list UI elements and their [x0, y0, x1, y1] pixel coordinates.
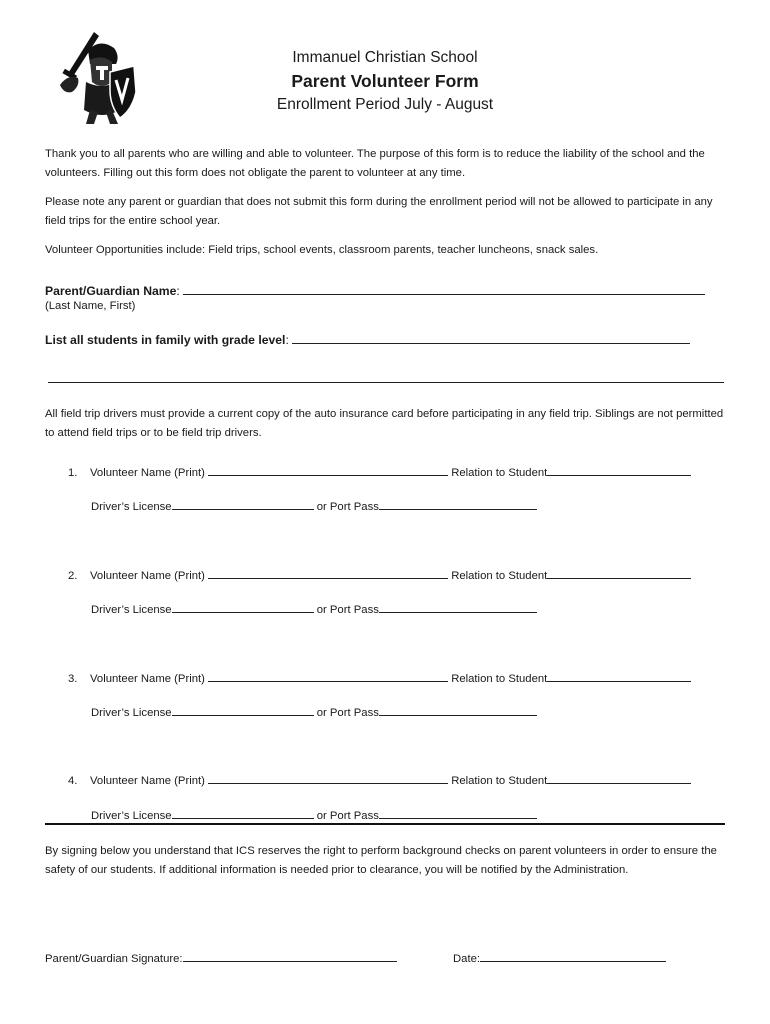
volunteer-1-name-row — [68, 462, 691, 479]
volunteer-3-license-field[interactable] — [172, 702, 314, 716]
students-field[interactable] — [292, 330, 690, 344]
consent-paragraph: By signing below you understand that ICS reserves the right to perform background checks on parent volunteers in order to ensure the safety of our students. If additional information is needed prior to clearance, you will be notified by the Administration. — [45, 845, 717, 876]
intro-paragraph-3: Volunteer Opportunities include: Field trips, school events, classroom parents, teacher luncheons, snack sales. — [45, 244, 599, 256]
date-field[interactable] — [480, 948, 666, 962]
license-label: Driver’s License — [91, 810, 172, 822]
port-pass-label: or Port Pass — [316, 604, 379, 616]
signature-label: Parent/Guardian Signature: — [45, 953, 183, 965]
volunteer-1-relation-field[interactable] — [547, 462, 691, 476]
volunteer-4-license-field[interactable] — [172, 805, 314, 819]
volunteer-name-label: Volunteer Name (Print) — [90, 570, 205, 582]
intro-paragraph-2: Please note any parent or guardian that does not submit this form during the enrollment period will not be allowed to participate in any field trips for the entire school year. — [45, 196, 713, 227]
volunteer-2-pass-field[interactable] — [379, 599, 537, 613]
volunteer-2-relation-field[interactable] — [547, 565, 691, 579]
volunteer-4-license-row — [91, 805, 537, 822]
volunteer-3-relation-field[interactable] — [547, 668, 691, 682]
drivers-note: All field trip drivers must provide a current copy of the auto insurance card before participating in any field trip. Siblings are not permitted to attend field trips or to be field trip drivers. — [45, 408, 724, 439]
volunteer-1-license-field[interactable] — [172, 496, 314, 510]
section-divider — [45, 823, 725, 825]
parent-name-row: Parent/Guardian Name: — [45, 281, 705, 298]
volunteer-4-name-field[interactable] — [208, 770, 448, 784]
port-pass-label: or Port Pass — [316, 501, 379, 513]
volunteer-3-name-row — [68, 668, 691, 685]
parent-name-field[interactable] — [183, 281, 705, 295]
volunteer-1-name-field[interactable] — [208, 462, 448, 476]
date-label: Date: — [453, 953, 481, 965]
relation-label: Relation to Student — [451, 570, 548, 582]
students-field-line-2[interactable] — [48, 382, 724, 383]
signature-row — [45, 948, 397, 965]
volunteer-4-relation-field[interactable] — [547, 770, 691, 784]
signature-field[interactable] — [183, 948, 397, 962]
students-label: List all students in family with grade level — [45, 333, 286, 347]
volunteer-2-name-field[interactable] — [208, 565, 448, 579]
volunteer-4-pass-field[interactable] — [379, 805, 537, 819]
port-pass-label: or Port Pass — [316, 707, 379, 719]
enrollment-period: Enrollment Period July - August — [276, 96, 494, 113]
parent-name-label: Parent/Guardian Name — [45, 284, 177, 298]
volunteer-number: 1. — [68, 467, 78, 479]
school-name: Immanuel Christian School — [292, 49, 478, 66]
volunteer-3-name-field[interactable] — [208, 668, 448, 682]
volunteer-1-pass-field[interactable] — [379, 496, 537, 510]
volunteer-3-pass-field[interactable] — [379, 702, 537, 716]
volunteer-number: 3. — [68, 673, 78, 685]
parent-name-hint: (Last Name, First) — [45, 300, 136, 312]
volunteer-2-name-row — [68, 565, 691, 582]
license-label: Driver’s License — [91, 604, 172, 616]
volunteer-2-license-field[interactable] — [172, 599, 314, 613]
volunteer-1-license-row — [91, 496, 537, 513]
volunteer-number: 2. — [68, 570, 78, 582]
relation-label: Relation to Student — [451, 775, 548, 787]
volunteer-number: 4. — [68, 775, 78, 787]
students-row: List all students in family with grade level: — [45, 330, 690, 347]
license-label: Driver’s License — [91, 501, 172, 513]
intro-paragraph-1: Thank you to all parents who are willing and able to volunteer. The purpose of this form is to reduce the liability of the school and the volunteers. Filling out this form does not obligate the parent to volunteer at any time. — [45, 148, 705, 179]
relation-label: Relation to Student — [451, 467, 548, 479]
volunteer-2-license-row — [91, 599, 537, 616]
date-row — [453, 948, 666, 965]
volunteer-name-label: Volunteer Name (Print) — [90, 673, 205, 685]
license-label: Driver’s License — [91, 707, 172, 719]
form-title: Parent Volunteer Form — [291, 71, 479, 91]
volunteer-name-label: Volunteer Name (Print) — [90, 467, 205, 479]
relation-label: Relation to Student — [451, 673, 548, 685]
port-pass-label: or Port Pass — [316, 810, 379, 822]
volunteer-3-license-row — [91, 702, 537, 719]
volunteer-name-label: Volunteer Name (Print) — [90, 775, 205, 787]
volunteer-4-name-row — [68, 770, 691, 787]
